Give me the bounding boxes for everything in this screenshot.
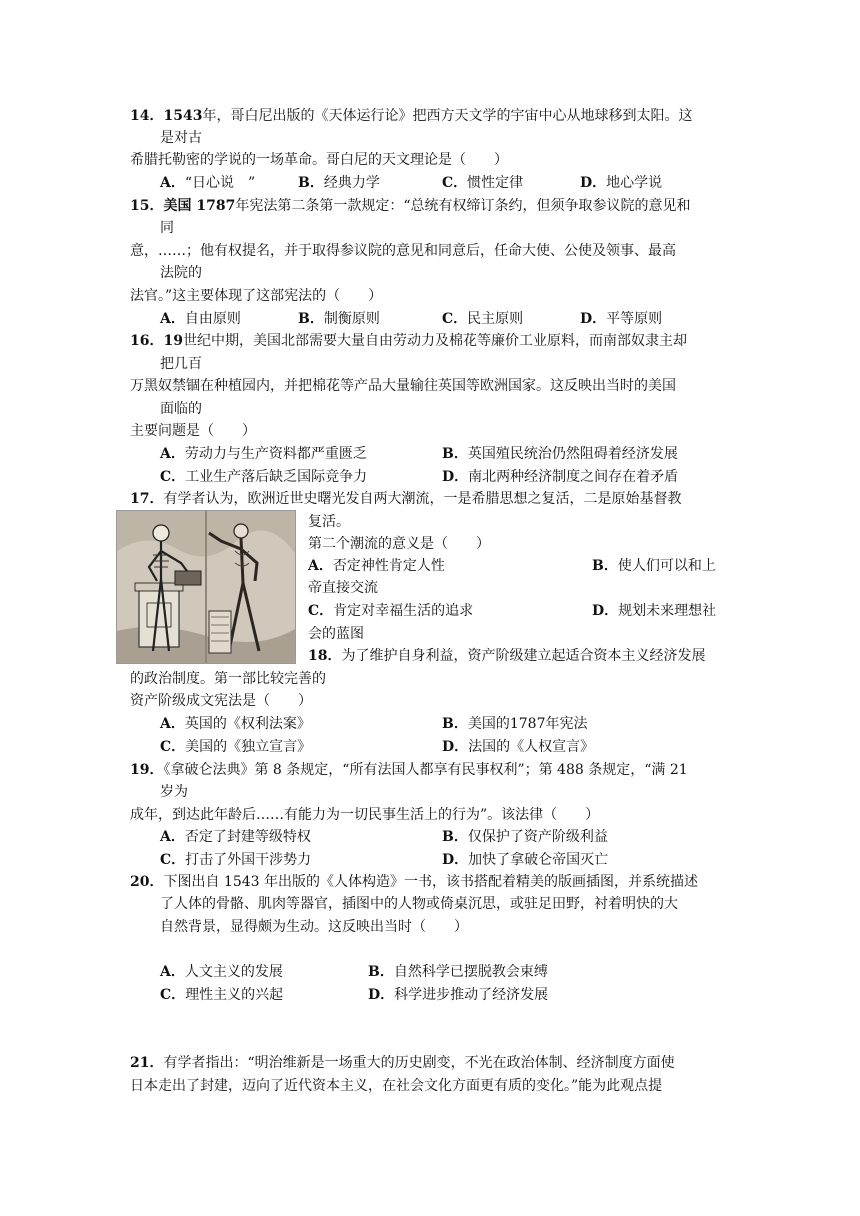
q14-line-1: 14．1543年，哥白尼出版的《天体运行论》把西方天文学的宇宙中心从地球移到太阳。这	[130, 108, 693, 124]
q19-line-2: 岁为	[160, 784, 188, 800]
q20-line-3: 自然背景，显得颇为生动。这反映出当时（ ）	[160, 919, 468, 935]
q16-number: 16．19	[130, 333, 183, 349]
q18-number: 18．	[308, 648, 342, 664]
q15-line-4: 法院的	[160, 265, 202, 281]
q20-option-d[interactable]: D．科学进步推动了经济发展	[368, 987, 549, 1003]
q19-line-3: 成年，到达此年龄后……有能力为一切民事生活上的行为”。该法律（ ）	[130, 807, 600, 823]
q19-option-c[interactable]: C．打击了外国干涉势力	[160, 852, 312, 868]
q14-option-a[interactable]: A．“日心说 ”	[160, 175, 256, 191]
q17-option-a[interactable]: A．否定神性肯定人性	[308, 558, 445, 574]
q14-option-c[interactable]: C．惯性定律	[442, 175, 524, 191]
q18-option-d[interactable]: D．法国的《人权宣言》	[442, 739, 595, 755]
q18-line-3: 资产阶级成文宪法是（ ）	[130, 693, 312, 709]
q16-option-b[interactable]: B．英国殖民统治仍然阻碍着经济发展	[442, 446, 678, 462]
q21-line-2: 日本走出了封建，迈向了近代资本主义，在社会文化方面更有质的变化。”能为此观点提	[130, 1078, 663, 1094]
q19-option-a[interactable]: A．否定了封建等级特权	[160, 829, 311, 845]
q15-number: 15．美国 1787	[130, 198, 236, 214]
q17-option-d[interactable]: D．规划未来理想社	[592, 603, 717, 619]
q21-line-1: 21．有学者指出：“明治维新是一场重大的历史剧变，不光在政治体制、经济制度方面使	[130, 1055, 675, 1071]
q17-line-2: 复活。	[308, 514, 350, 530]
q18-option-c[interactable]: C．美国的《独立宣言》	[160, 739, 312, 755]
q20-option-b[interactable]: B．自然科学已摆脱教会束缚	[368, 964, 548, 980]
q14-number: 14．1543	[130, 108, 203, 124]
q14-option-d[interactable]: D．地心学说	[580, 175, 663, 191]
q15-line-2: 同	[160, 220, 174, 236]
q19-number: 19．	[130, 762, 164, 778]
q19-line-1: 19．《拿破仑法典》第 8 条规定，“所有法国人都享有民事权利”；第 488 条规定，“满 21	[130, 762, 688, 778]
q20-option-a[interactable]: A．人文主义的发展	[160, 964, 283, 980]
q15-line-5: 法官。”这主要体现了这部宪法的（ ）	[130, 288, 383, 304]
q16-line-3: 万黑奴禁锢在种植园内，并把棉花等产品大量输往英国等欧洲国家。这反映出当时的美国	[130, 378, 676, 394]
q15-line-3: 意，……；他有权提名，并于取得参议院的意见和同意后，任命大使、公使及领事、最高	[130, 243, 676, 259]
q18-line-1: 18．为了维护自身利益，资产阶级建立起适合资本主义经济发展	[308, 648, 706, 664]
q16-option-a[interactable]: A．劳动力与生产资料都严重匮乏	[160, 446, 367, 462]
q18-option-a[interactable]: A．英国的《权利法案》	[160, 716, 311, 732]
q19-option-d[interactable]: D．加快了拿破仑帝国灭亡	[442, 852, 609, 868]
q17-number: 17．	[130, 491, 164, 507]
q14-line-3: 希腊托勒密的学说的一场革命。哥白尼的天文理论是（ ）	[130, 152, 508, 168]
q15-line-1: 15．美国 1787年宪法第二条第一款规定：“总统有权缔订条约，但须争取参议院的意见和	[130, 198, 691, 214]
q16-option-c[interactable]: C．工业生产落后缺乏国际竞争力	[160, 469, 368, 485]
q15-option-d[interactable]: D．平等原则	[580, 311, 663, 327]
q19-option-b[interactable]: B．仅保护了资产阶级利益	[442, 829, 608, 845]
q17-line-1: 17．有学者认为，欧洲近世史曙光发自两大潮流，一是希腊思想之复活，二是原始基督教	[130, 491, 682, 507]
q17-option-d-continued: 会的蓝图	[308, 626, 364, 642]
q14-option-b[interactable]: B．经典力学	[298, 175, 380, 191]
vesalius-anatomy-illustration	[116, 510, 296, 664]
q16-line-4: 面临的	[160, 401, 202, 417]
q15-option-c[interactable]: C．民主原则	[442, 311, 524, 327]
q17-line-3: 第二个潮流的意义是（ ）	[308, 536, 490, 552]
q16-line-1: 16．19世纪中期，美国北部需要大量自由劳动力及棉花等廉价工业原料，而南部奴隶主却	[130, 333, 687, 349]
q17-option-b-continued: 帝直接交流	[308, 580, 378, 596]
q16-line-2: 把几百	[160, 356, 202, 372]
q16-line-5: 主要问题是（ ）	[130, 423, 256, 439]
q17-option-c[interactable]: C．肯定对幸福生活的追求	[308, 603, 474, 619]
q20-line-1: 20．下图出自 1543 年出版的《人体构造》一书，该书搭配着精美的版画插图，并系统描述	[130, 874, 699, 890]
q17-option-b[interactable]: B．使人们可以和上	[592, 558, 716, 574]
q18-option-b[interactable]: B．美国的1787年宪法	[442, 716, 588, 732]
q20-number: 20．	[130, 874, 164, 890]
q20-option-c[interactable]: C．理性主义的兴起	[160, 987, 284, 1003]
q20-line-2: 了人体的骨骼、肌肉等器官，插图中的人物或倚桌沉思，或驻足田野，衬着明快的大	[160, 896, 678, 912]
q15-option-a[interactable]: A．自由原则	[160, 311, 241, 327]
q18-line-2: 的政治制度。第一部比较完善的	[130, 671, 326, 687]
q16-option-d[interactable]: D．南北两种经济制度之间存在着矛盾	[442, 469, 679, 485]
q21-number: 21．	[130, 1055, 164, 1071]
q15-option-b[interactable]: B．制衡原则	[298, 311, 380, 327]
q14-line-2: 是对古	[160, 130, 202, 146]
